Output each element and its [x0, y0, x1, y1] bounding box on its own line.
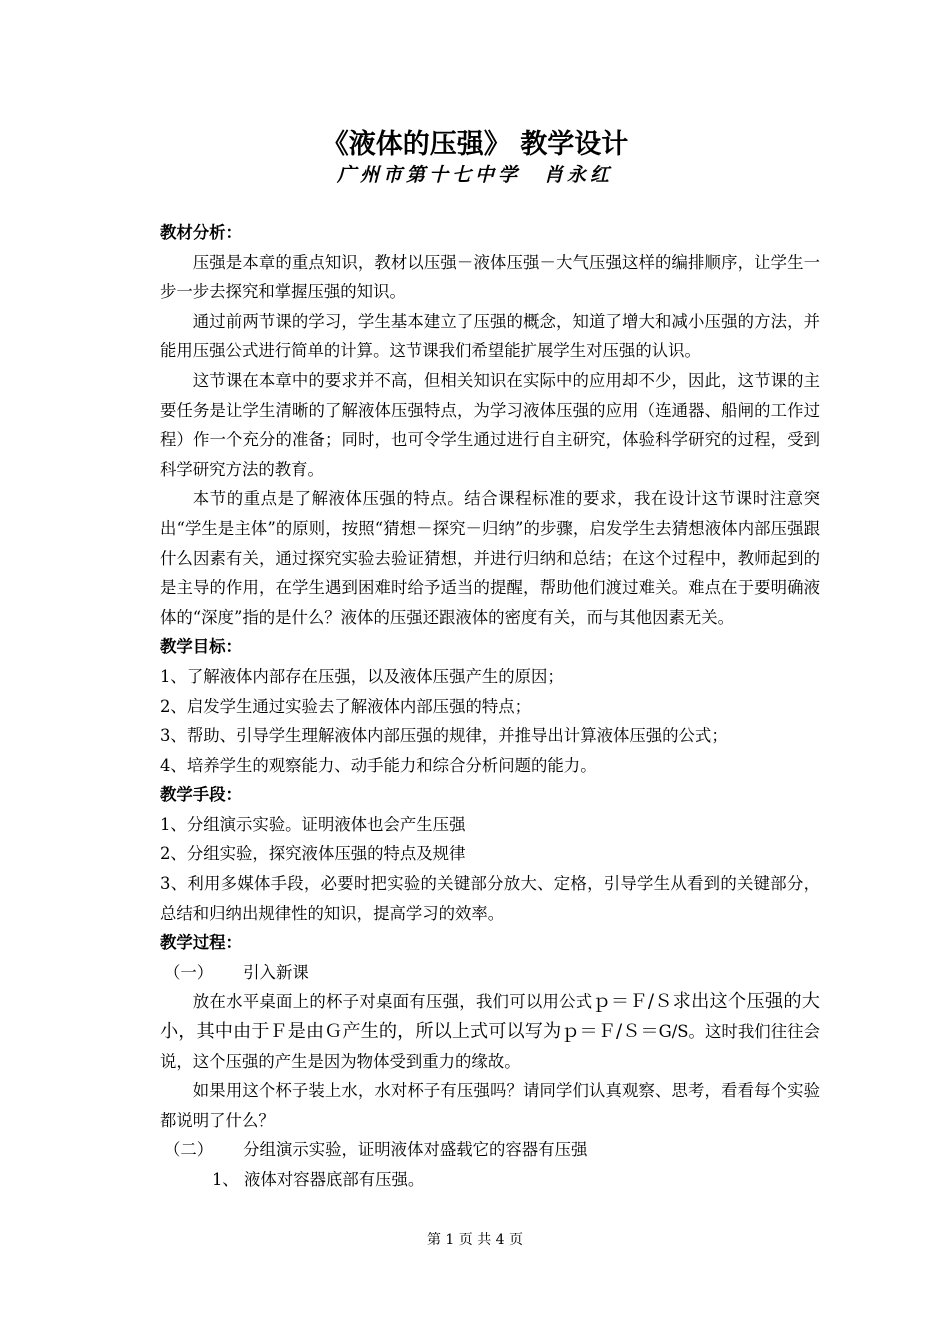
subsection-1 [160, 958, 820, 988]
list-item: 1、了解液体内部存在压强，以及液体压强产生的原因； [160, 666, 564, 686]
list-item: 4、培养学生的观察能力、动手能力和综合分析问题的能力。 [160, 755, 597, 775]
list-item: 3、帮助、引导学生理解液体内部压强的规律，并推导出计算液体压强的公式； [160, 726, 728, 746]
section-heading-process: 教学过程： [160, 933, 242, 953]
section-heading-goals: 教学目标： [160, 637, 242, 657]
list-item: 1、 液体对容器底部有压强。 [212, 1170, 425, 1189]
list-item: 2、分组实验，探究液体压强的特点及规律 [160, 844, 466, 864]
list-item: 2、启发学生通过实验去了解液体内部压强的特点； [160, 696, 532, 716]
subsection-2 [160, 1135, 820, 1165]
paragraph [160, 987, 820, 1076]
subsection-number: （一） [164, 962, 214, 982]
subsection-number: （二） [164, 1140, 214, 1160]
paragraph-part: G/S。这时我们往往会说，这个压强的产生是因为物体受到重力的缘故。 [160, 1022, 820, 1071]
page-number: 第 1 页 共 4 页 [426, 1232, 524, 1248]
paragraph: 压强是本章的重点知识，教材以压强－液体压强－大气压强这样的编排顺序，让学生一步一步去探究和掌握压强的知识。 [160, 252, 820, 302]
paragraph: 通过前两节课的学习，学生基本建立了压强的概念，知道了增大和减小压强的方法，并能用压强公式进行简单的计算。这节课我们希望能扩展学生对压强的认识。 [160, 311, 820, 361]
formula-text: ｐ＝Ｆ/Ｓ求出这个压强的大小，其中由于Ｆ是由Ｇ产生的，所以上式可以写为ｐ＝Ｆ/Ｓ＝ [160, 991, 820, 1043]
paragraph-part: 放在水平桌面上的杯子对桌面有压强，我们可以用公式 [192, 992, 593, 1012]
section-heading-means: 教学手段： [160, 785, 242, 805]
subsection-title: 分组演示实验，证明液体对盛载它的容器有压强 [243, 1140, 588, 1160]
list-item: 1、分组演示实验。证明液体也会产生压强 [160, 814, 466, 834]
paragraph: 这节课在本章中的要求并不高，但相关知识在实际中的应用却不少，因此，这节课的主要任务是让学生清晰的了解液体压强特点，为学习液体压强的应用（连通器、船闸的工作过程）作一个充分的准备；同时，也可令学生通过进行自主研究，体验科学研究的过程，受到科学研究方法的教育。 [160, 370, 820, 479]
document-author: 广州市第十七中学 肖永红 [336, 164, 613, 186]
paragraph: 如果用这个杯子装上水，水对杯子有压强吗？请同学们认真观察、思考，看看每个实验都说明了什么？ [160, 1081, 820, 1130]
subsection-title: 引入新课 [243, 962, 309, 982]
document-title: 《液体的压强》 教学设计 [321, 129, 629, 160]
section-heading-analysis: 教材分析： [160, 223, 242, 242]
document-body [160, 218, 820, 1195]
list-item: 3、利用多媒体手段，必要时把实验的关键部分放大、定格，引导学生从看到的关键部分，总结和归纳出规律性的知识，提高学习的效率。 [160, 874, 820, 923]
paragraph: 本节的重点是了解液体压强的特点。结合课程标准的要求，我在设计这节课时注意突出“学生是主体”的原则，按照“猜想－探究－归纳”的步骤，启发学生去猜想液体内部压强跟什么因素有关，通过探究实验去验证猜想，并进行归纳和总结；在这个过程中，教师起到的是主导的作用，在学生遇到困难时给予适当的提醒，帮助他们渡过难关。难点在于要明确液体的“深度”指的是什么？液体的压强还跟液体的密度有关，而与其他因素无关。 [160, 489, 820, 627]
